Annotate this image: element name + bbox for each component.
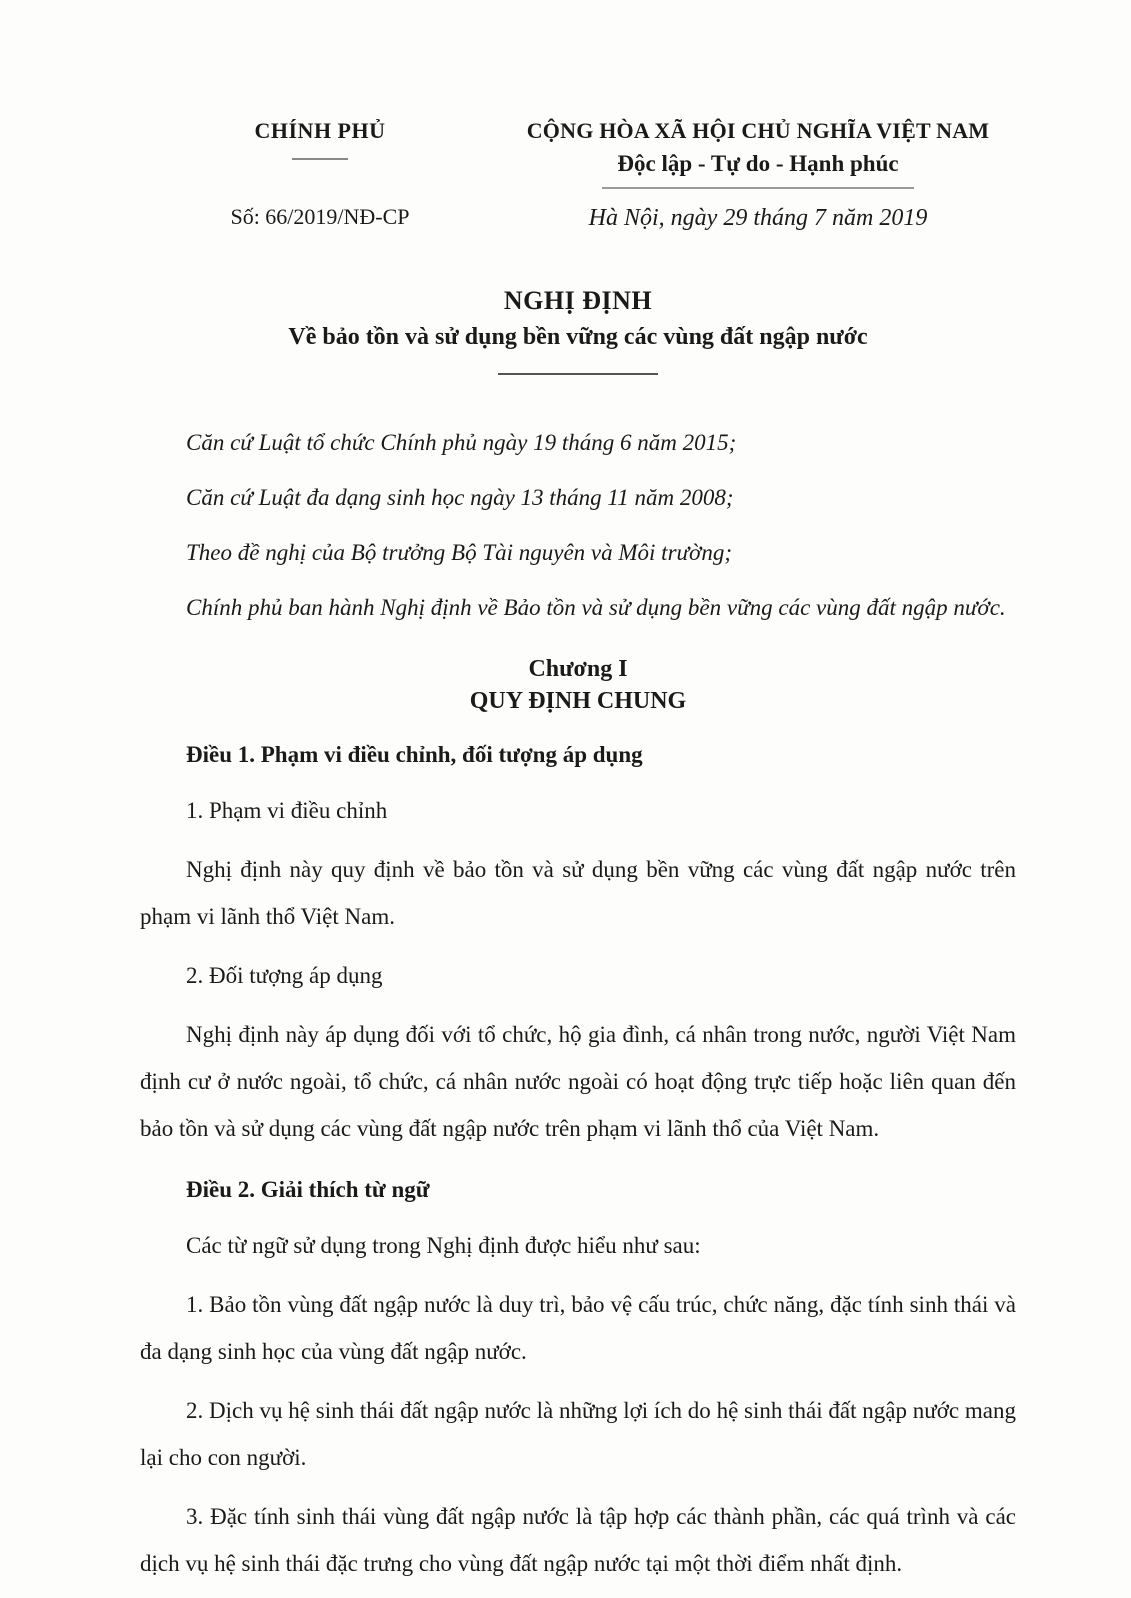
document-type: NGHỊ ĐỊNH [503,285,653,315]
national-motto: Độc lập - Tự do - Hạnh phúc [617,151,899,176]
chapter-name: QUY ĐỊNH CHUNG [469,687,687,714]
motto-divider [602,187,914,189]
article-1-clause-2-title: 2. Đối tượng áp dụng [186,962,383,988]
article-2-term-2: 2. Dịch vụ hệ sinh thái đất ngập nước là những lợi ích do hệ sinh thái đất ngập nước mang lại cho con người. [140,1397,1016,1470]
article-1-clause-2-body: Nghị định này áp dụng đối với tổ chức, hộ gia đình, cá nhân trong nước, người Việt Nam định cư ở nước ngoài, tổ chức, cá nhân nước ngoài có hoạt động trực tiếp hoặc liên quan đến bảo tồn và sử dụng các vùng đất ngập nước trên phạm vi lãnh thổ của Việt Nam. [140,1021,1016,1141]
article-1 [140,735,1016,1152]
chapter-heading [140,653,1016,717]
document-number: Số: 66/2019/NĐ-CP [230,204,410,229]
preamble-basis-2: Căn cứ Luật đa dạng sinh học ngày 13 tháng 11 năm 2008; [186,484,734,510]
preamble [140,419,1016,631]
article-2 [140,1170,1016,1587]
preamble-proposal: Theo đề nghị của Bộ trưởng Bộ Tài nguyên và Môi trường; [186,539,732,565]
document-title-block [140,286,1016,375]
place-and-date: Hà Nội, ngày 29 tháng 7 năm 2019 [588,204,928,231]
authority-divider [292,158,348,160]
chapter-label: Chương I [528,655,628,682]
document-subject: Về bảo tồn và sử dụng bền vững các vùng đất ngập nước [288,323,868,350]
national-title: CỘNG HÒA XÃ HỘI CHỦ NGHĨA VIỆT NAM [526,118,990,143]
article-1-clause-1-title: 1. Phạm vi điều chỉnh [186,797,388,823]
issuing-authority-block [140,118,500,230]
article-2-intro: Các từ ngữ sử dụng trong Nghị định được hiểu như sau: [186,1232,701,1258]
preamble-basis-1: Căn cứ Luật tổ chức Chính phủ ngày 19 tháng 6 năm 2015; [186,429,737,455]
issuing-authority: CHÍNH PHỦ [254,118,386,143]
title-divider [498,373,658,375]
document-header [140,118,1016,232]
article-2-term-3: 3. Đặc tính sinh thái vùng đất ngập nước là tập hợp các thành phần, các quá trình và các dịch vụ hệ sinh thái đặc trưng cho vùng đất ngập nước tại một thời điểm nhất định. [140,1503,1016,1576]
article-2-heading: Điều 2. Giải thích từ ngữ [186,1176,430,1202]
national-heading-block [500,118,1016,232]
preamble-enactment: Chính phủ ban hành Nghị định về Bảo tồn và sử dụng bền vững các vùng đất ngập nước. [186,594,1006,620]
article-2-term-1: 1. Bảo tồn vùng đất ngập nước là duy trì, bảo vệ cấu trúc, chức năng, đặc tính sinh thái và đa dạng sinh học của vùng đất ngập nước. [140,1291,1016,1364]
article-1-heading: Điều 1. Phạm vi điều chỉnh, đối tượng áp dụng [186,741,643,767]
article-1-clause-1-body: Nghị định này quy định về bảo tồn và sử dụng bền vững các vùng đất ngập nước trên phạm vi lãnh thổ Việt Nam. [140,856,1016,929]
